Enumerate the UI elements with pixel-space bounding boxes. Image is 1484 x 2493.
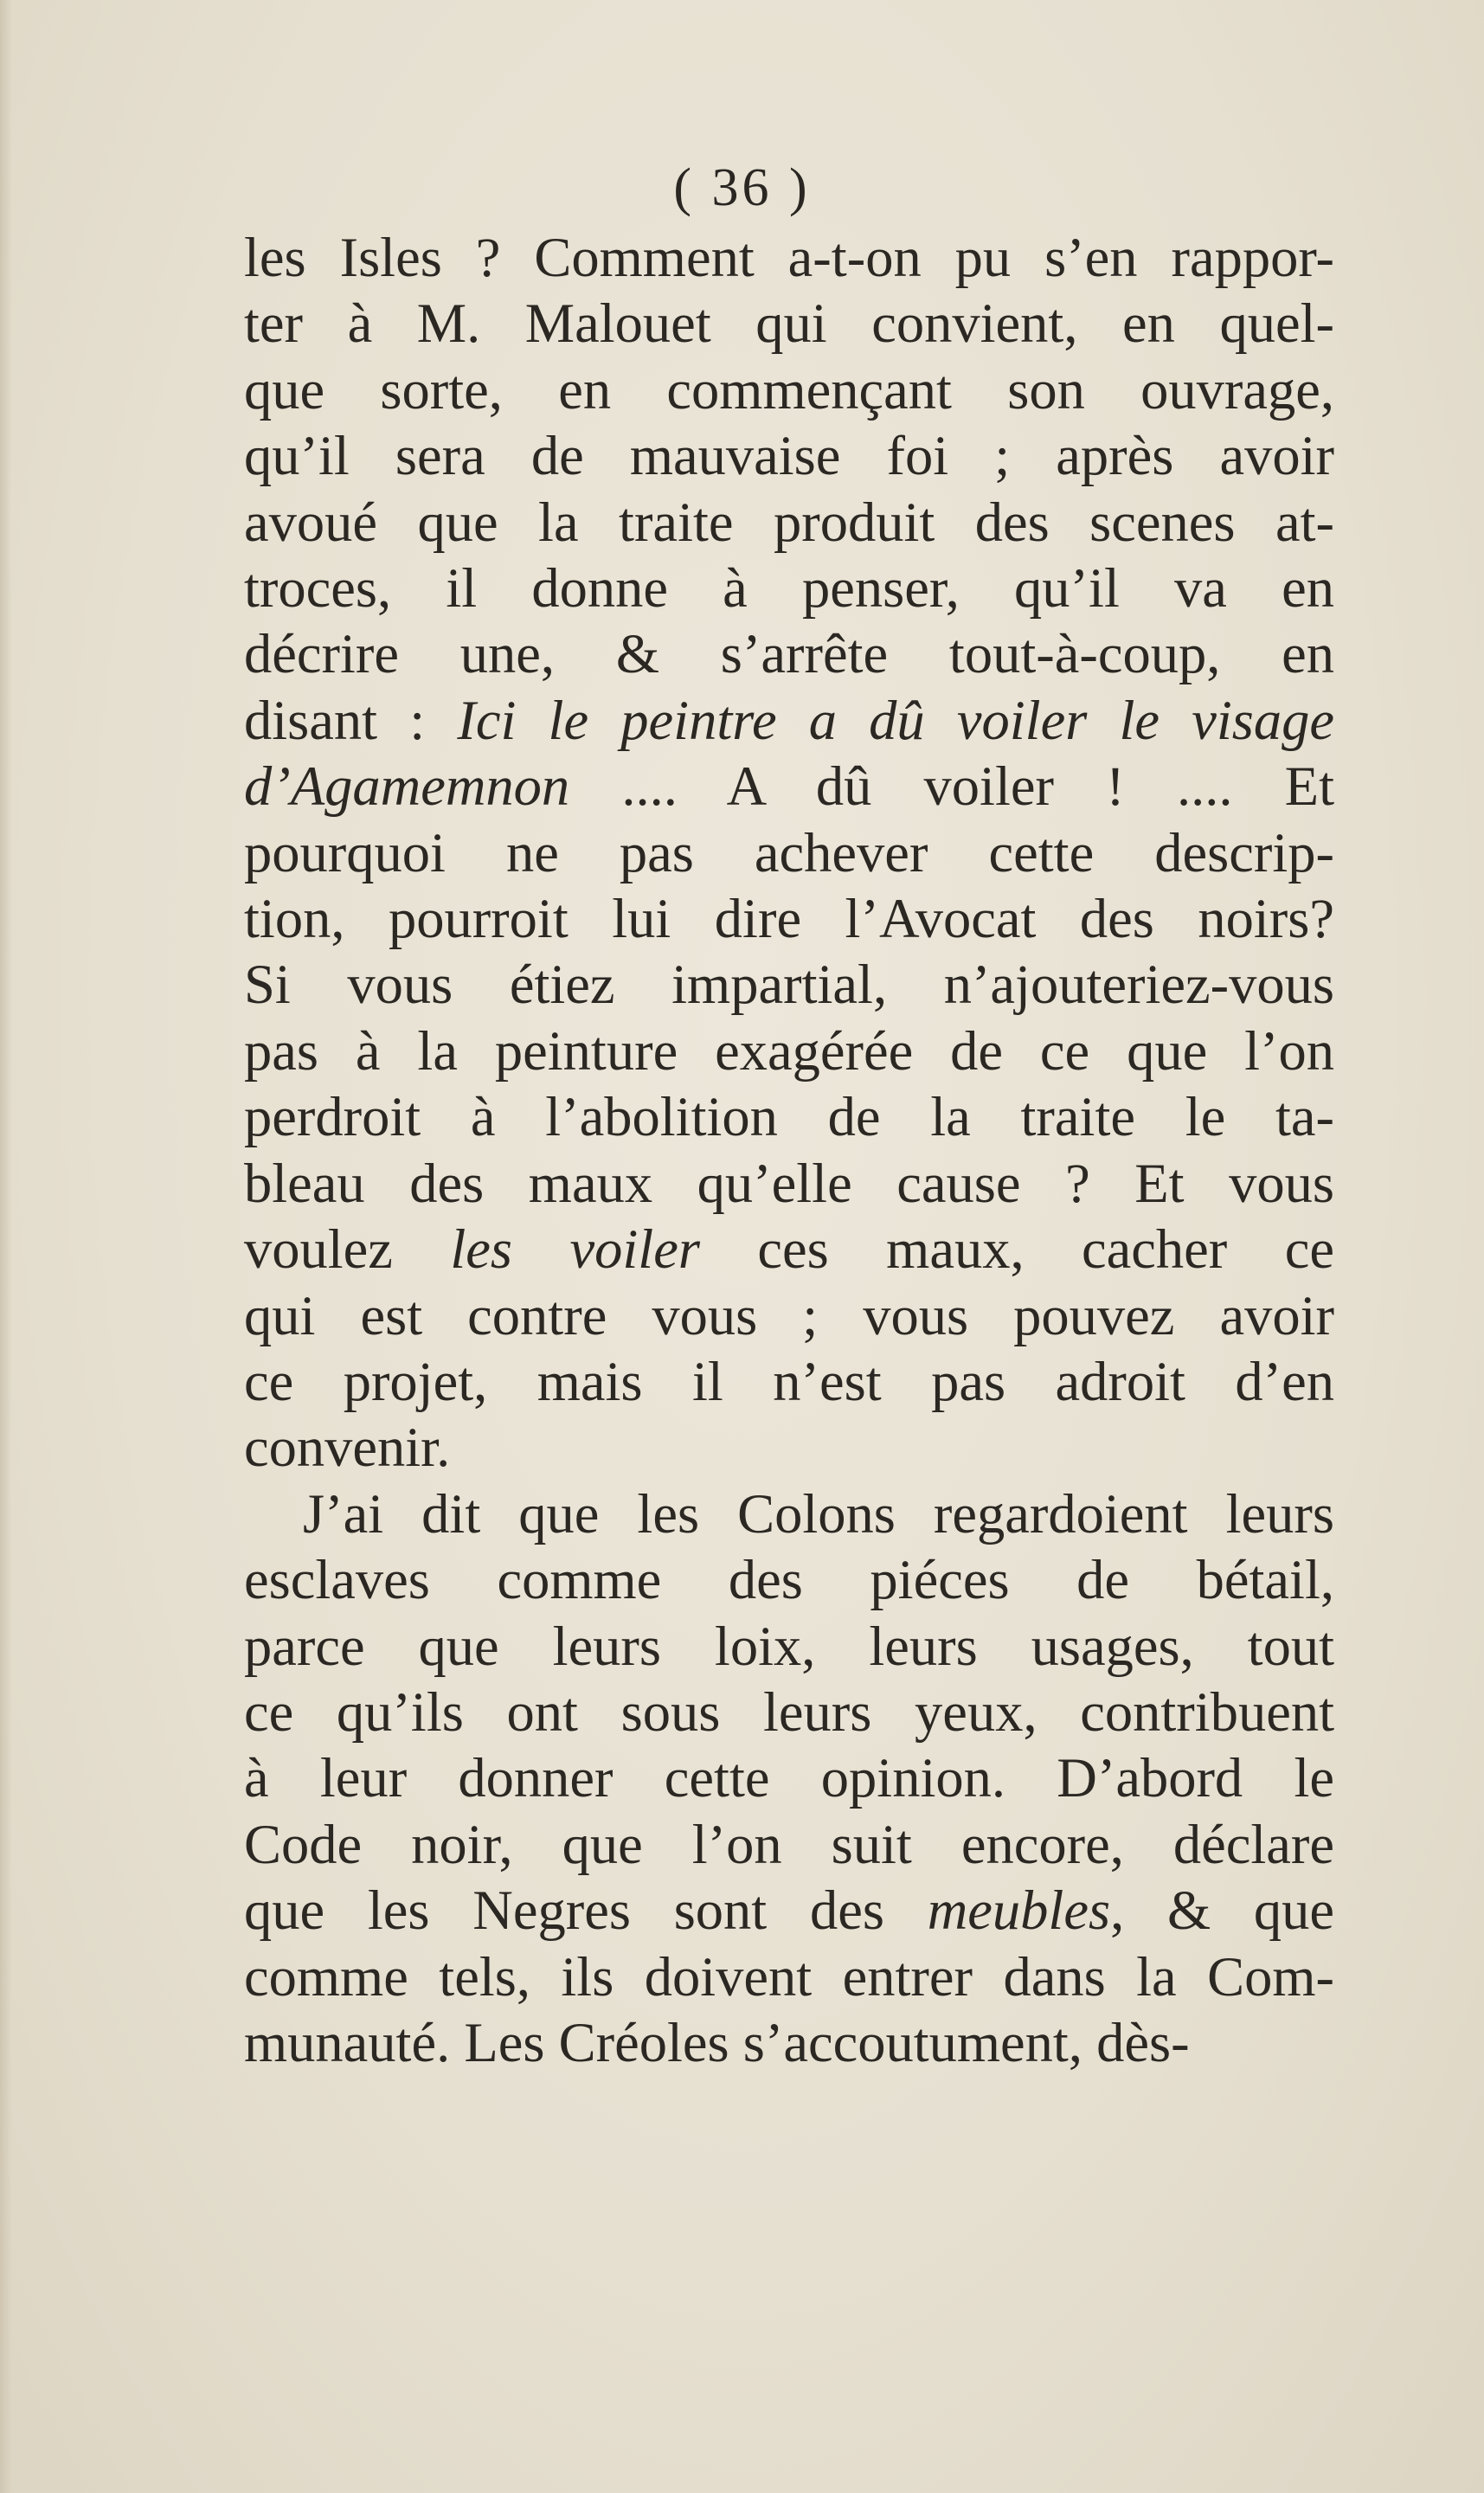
text-line	[244, 754, 1334, 819]
text-segment: voulez	[244, 1218, 451, 1281]
text-segment: J’ai dit que les Colons regardoient leurs	[303, 1482, 1334, 1545]
text-line	[244, 1217, 1334, 1282]
body-text	[244, 225, 1334, 2076]
text-segment: bleau des maux qu’elle cause ? Et vous	[244, 1152, 1334, 1214]
text-line	[244, 688, 1334, 754]
text-segment: qu’il sera de mauvaise foi ; après avoir	[244, 425, 1334, 487]
text-segment: ter à M. Malouet qui convient, en quel-	[244, 292, 1334, 355]
text-line	[244, 1415, 1334, 1481]
text-segment: que sorte, en commençant son ouvrage,	[244, 358, 1334, 421]
text-segment: convenir.	[244, 1417, 451, 1479]
text-segment: munauté. Les Créoles s’accoutument, dès-	[244, 2011, 1190, 2073]
text-segment: , & que	[1110, 1879, 1334, 1942]
text-segment: Si vous étiez impartial, n’ajouteriez-vous	[244, 954, 1334, 1016]
text-segment: perdroit à l’abolition de la traite le ta-	[244, 1086, 1334, 1148]
italic-text: les voiler	[450, 1218, 700, 1281]
text-segment: ce projet, mais il n’est pas adroit d’en	[244, 1350, 1334, 1412]
text-line	[244, 1944, 1334, 2010]
text-line	[244, 225, 1334, 291]
text-segment: les Isles ? Comment a-t-on pu s’en rappor-	[244, 227, 1334, 288]
text-segment: .... A dû voiler ! .... Et	[569, 755, 1334, 818]
text-line	[244, 1878, 1334, 1944]
page-number: ( 36 )	[673, 158, 811, 217]
text-line	[244, 952, 1334, 1018]
text-segment: à leur donner cette opinion. D’abord le	[244, 1747, 1334, 1809]
text-segment: ce qu’ils ont sous leurs yeux, contribuent	[244, 1680, 1334, 1743]
text-segment: disant :	[244, 689, 458, 751]
text-line	[244, 357, 1334, 423]
text-segment: esclaves comme des piéces de bétail,	[244, 1549, 1334, 1611]
text-line	[244, 886, 1334, 952]
text-line	[244, 556, 1334, 621]
text-line	[244, 1680, 1334, 1745]
text-line	[244, 1084, 1334, 1150]
text-line	[244, 490, 1334, 556]
text-line	[244, 1547, 1334, 1613]
text-line	[244, 1481, 1334, 1547]
text-line	[244, 1812, 1334, 1878]
text-segment: troces, il donne à penser, qu’il va en	[244, 557, 1334, 620]
text-line	[244, 1283, 1334, 1349]
text-segment: parce que leurs loix, leurs usages, tout	[244, 1615, 1334, 1677]
text-segment: comme tels, ils doivent entrer dans la Com-	[244, 1945, 1334, 2008]
text-segment: que les Negres sont des	[244, 1879, 928, 1942]
text-segment: pas à la peinture exagérée de ce que l’on	[244, 1019, 1334, 1082]
text-line	[244, 2010, 1334, 2076]
text-line	[244, 1614, 1334, 1680]
italic-text: d’Agamemnon	[244, 755, 570, 818]
text-segment: ces maux, cacher ce	[699, 1218, 1334, 1281]
italic-text: meubles	[927, 1879, 1111, 1942]
text-segment: pourquoi ne pas achever cette descrip-	[244, 821, 1334, 883]
text-segment: avoué que la traite produit des scenes at-	[244, 491, 1334, 553]
text-segment: Code noir, que l’on suit encore, déclare	[244, 1813, 1334, 1875]
text-line	[244, 1018, 1334, 1084]
text-line	[244, 423, 1334, 489]
text-line	[244, 291, 1334, 357]
text-line	[244, 1349, 1334, 1415]
text-line	[244, 1151, 1334, 1217]
text-segment: tion, pourroit lui dire l’Avocat des noirs?	[244, 888, 1334, 950]
text-line	[244, 1745, 1334, 1811]
text-line	[244, 820, 1334, 886]
italic-text: Ici le peintre a dû voiler le visage	[457, 689, 1334, 751]
text-segment: qui est contre vous ; vous pouvez avoir	[244, 1284, 1334, 1346]
text-segment: décrire une, & s’arrête tout-à-coup, en	[244, 623, 1334, 685]
text-line	[244, 621, 1334, 687]
